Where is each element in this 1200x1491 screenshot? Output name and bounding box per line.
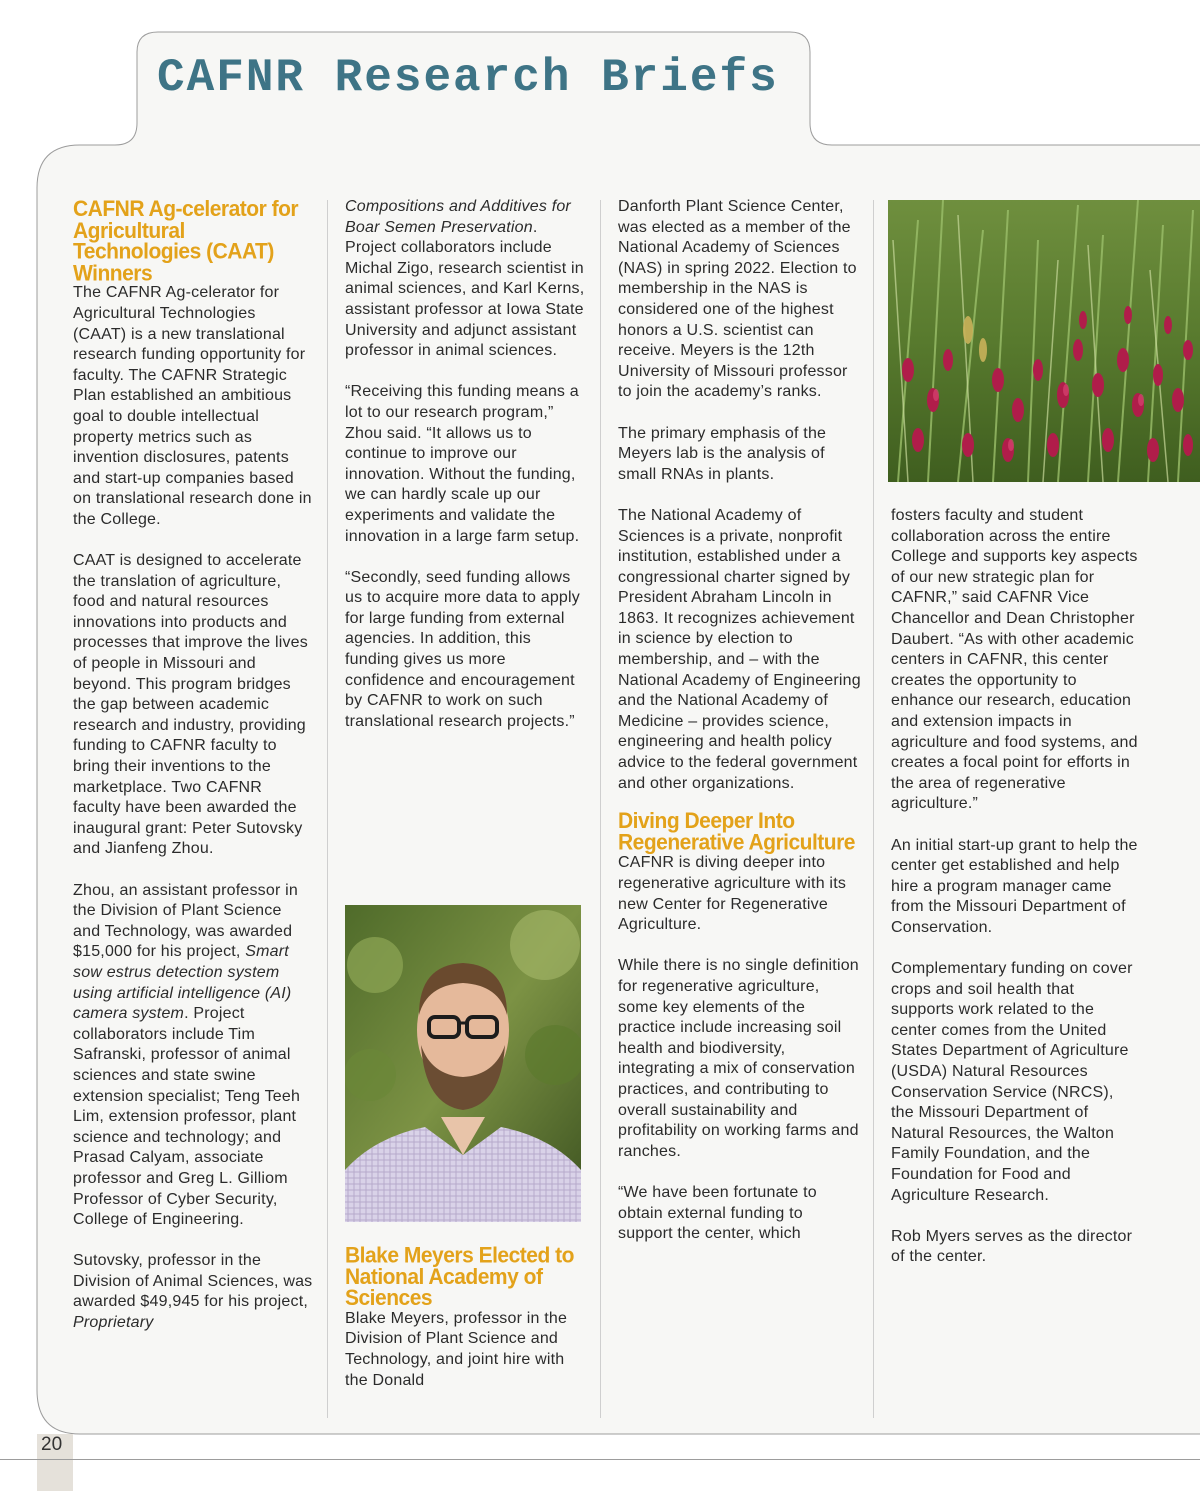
paragraph: Complementary funding on cover crops and soil health that supports work related to the center comes from the United States Department of Agriculture (USDA) Natural Resources Conservation Service (NRCS), the Missouri Department of Natural Resources, the Walton Family Foundation, and the Foundation for Food and Agriculture Research.: [891, 960, 1133, 1204]
paragraph: [345, 197, 589, 362]
paragraph: Danforth Plant Science Center, was elected as a member of the National Academy of Sciences (NAS) in spring 2022. Election to membership in the NAS is considered one of the highest honors a U.S. scientist can receive. Meyers is the 12th University of Missouri professor to join the academy’s ranks.: [618, 198, 857, 401]
column-3: [618, 197, 862, 1245]
paragraph: CAFNR is diving deeper into regenerative agriculture with its new Center for Regenerative Agriculture.: [618, 854, 847, 934]
column-1: [73, 197, 313, 1334]
paragraph: fosters faculty and student collaboration across the entire College and supports key aspects of our new strategic plan for CAFNR,” said CAFNR Vice Chancellor and Dean Christopher Daubert. “As with other academic centers in CAFNR, this center creates the opportunity to enhance our research, education and extension impacts in agriculture and food systems, and creates a focal point for efforts in the area of regenerative agriculture.”: [891, 507, 1138, 813]
page-number: 20: [41, 1434, 63, 1455]
column-4: [891, 506, 1141, 1268]
paragraph: [73, 1251, 313, 1333]
paragraph: Blake Meyers, professor in the Division of Plant Science and Technology, and joint hire with the Donald: [345, 1309, 568, 1389]
column-2-lower: [345, 1243, 589, 1391]
paragraph: “Receiving this funding means a lot to our research program,” Zhou said. “It allows us to continue to improve our innovation. Without the funding, we can hardly scale up our experiments and validate the innovation in a large farm setup.: [345, 383, 580, 545]
paragraph: CAAT is designed to accelerate the translation of agriculture, food and natural resources innovations into products and processes that improve the lives of people in Missouri and beyond. This program bridges the gap between academic research and industry, providing funding to CAFNR faculty to bring their inventions to the marketplace. Two CAFNR faculty have been awarded the inaugural grant: Peter Sutovsky and Jianfeng Zhou.: [73, 552, 308, 858]
paragraph: “Secondly, seed funding allows us to acquire more data to apply for large funding from external agencies. In addition, this funding gives us more confidence and encouragement by CAFNR to work on such translational research projects.”: [345, 568, 580, 730]
footer-rule: [0, 1459, 1200, 1460]
text-run: . Project collaborators include Tim Safranski, professor of animal sciences and state swine extension specialist; Teng Teeh Lim, extension professor, plant science and technology; and Prasad Calyam, associate professor and Greg L. Gilliom Professor of Cyber Security, College of Engineering.: [73, 1005, 301, 1229]
clover-field-photo: [888, 200, 1200, 482]
headline-caat: CAFNR Ag-celerator for Agricultural Technologies (CAAT) Winners: [73, 197, 299, 286]
column-divider: [873, 200, 874, 1418]
project-title: Smart sow estrus detection system using artificial intelligence (AI) camera system: [73, 943, 292, 1023]
portrait-photo: [345, 905, 581, 1222]
paragraph: The primary emphasis of the Meyers lab is the analysis of small RNAs in plants.: [618, 424, 827, 483]
headline-regenerative: Diving Deeper Into Regenerative Agriculture: [618, 809, 855, 855]
project-title: Proprietary: [73, 1314, 154, 1332]
column-divider: [600, 200, 601, 1418]
column-divider: [327, 200, 328, 1418]
text-run: . Project collaborators include Michal Zigo, research scientist in animal sciences, and Karl Kerns, assistant professor at Iowa State University and adjunct assistant professor in animal sciences.: [345, 218, 585, 360]
project-title: Compositions and Additives for Boar Semen Preservation: [345, 198, 571, 236]
text-run: Sutovsky, professor in the Division of Animal Sciences, was awarded $49,945 for his project,: [73, 1252, 313, 1311]
paragraph: [73, 881, 313, 1231]
page-title: CAFNR Research Briefs: [157, 52, 779, 104]
paragraph: “We have been fortunate to obtain external funding to support the center, which: [618, 1183, 817, 1243]
paragraph: An initial start-up grant to help the center get established and help hire a program manager came from the Missouri Department of Conservation.: [891, 836, 1138, 936]
paragraph: While there is no single definition for regenerative agriculture, some key elements of the practice include increasing soil health and biodiversity, integrating a mix of conservation practices, and contributing to overall sustainability and profitability on working farms and ranches.: [618, 957, 859, 1160]
paragraph: Rob Myers serves as the director of the center.: [891, 1227, 1133, 1266]
text-run: Zhou, an assistant professor in the Division of Plant Science and Technology, was awarded $15,000 for his project,: [73, 881, 298, 961]
column-2: [345, 197, 589, 732]
paragraph: The National Academy of Sciences is a private, nonprofit institution, established under a congressional charter signed by President Abraham Lincoln in 1863. It recognizes achievement in science by election to membership, and – with the National Academy of Engineering and the National Academy of Medicine – provides science, engineering and health policy advice to the federal government and other organizations.: [618, 506, 861, 792]
headline-meyers: Blake Meyers Elected to National Academy of Sciences: [345, 1243, 574, 1311]
paragraph: The CAFNR Ag-celerator for Agricultural Technologies (CAAT) is a new translational research funding opportunity for faculty. The CAFNR Strategic Plan established an ambitious goal to double intellectual property metrics such as invention disclosures, patents and start-up companies based on translational research done in the College.: [73, 284, 312, 528]
